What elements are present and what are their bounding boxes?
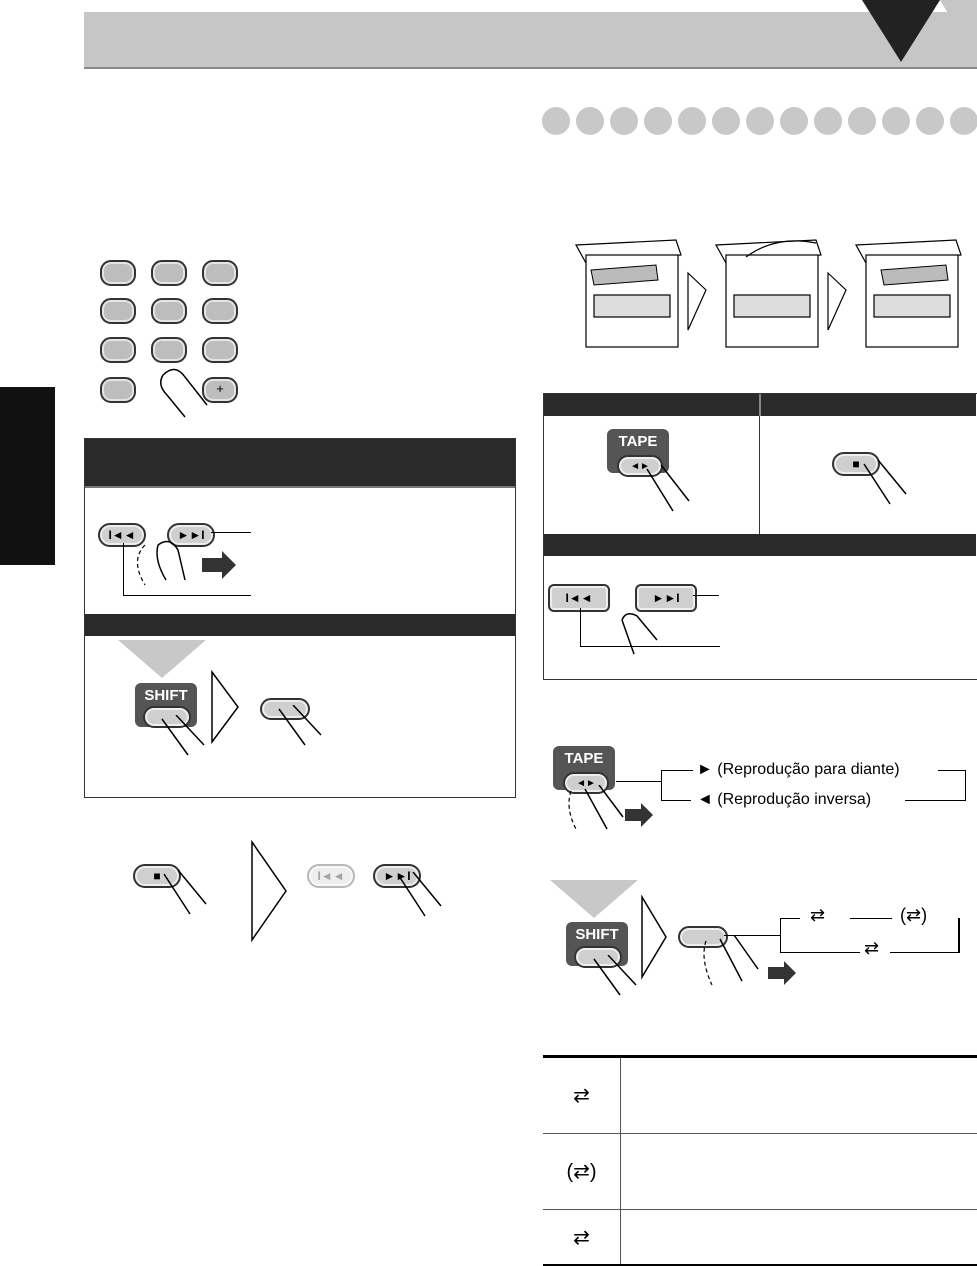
key-4-button[interactable]	[100, 298, 136, 324]
press-finger-icon-3	[700, 935, 810, 990]
table-row	[543, 1057, 977, 1134]
tape-ffwd-button[interactable]: ►►I	[635, 584, 697, 612]
reverse-play-label: ◄ (Reprodução inversa)	[697, 791, 871, 809]
key-8-button[interactable]	[151, 337, 187, 363]
table-row	[543, 1210, 977, 1266]
finger-icon-6	[643, 465, 693, 515]
tape-direction-button[interactable]: ◄►	[563, 772, 609, 794]
shift-label-2: SHIFT	[566, 926, 628, 943]
repeat-one-side-cell	[543, 1057, 621, 1134]
repeat-one-side-table-icon: ⇄	[573, 1085, 590, 1107]
down-arrow-icon-2	[550, 880, 640, 920]
prev-track-button-dim[interactable]: I◄◄	[307, 864, 355, 888]
finger-icon-2	[158, 715, 208, 760]
tape-skip-title-bar	[544, 534, 976, 556]
header-divider	[84, 67, 977, 69]
key-3-button[interactable]	[202, 260, 238, 286]
step-arrow-icon-2	[250, 840, 290, 944]
tape-stop-button[interactable]: ■	[832, 452, 880, 476]
key-1-button[interactable]	[100, 260, 136, 286]
key-5-button[interactable]	[151, 298, 187, 324]
numeric-keypad	[100, 260, 240, 410]
repeat-one-side-desc	[621, 1057, 977, 1134]
no-repeat-table-icon: ⇄	[573, 1227, 590, 1249]
repeat-both-sides-desc	[621, 1134, 977, 1210]
key-6-button[interactable]	[202, 298, 238, 324]
step-arrow-icon	[210, 670, 240, 745]
repeat-modes-table	[543, 1055, 977, 1266]
no-repeat-desc	[621, 1210, 977, 1266]
repeat-one-side-icon: ⇄	[810, 905, 825, 926]
repeat-both-sides-icon: (⇄)	[900, 905, 927, 926]
cassette-loading-illustration	[566, 235, 966, 350]
finger-icon-4	[160, 870, 210, 918]
forward-play-label: ► (Reprodução para diante)	[697, 761, 900, 779]
table-row	[543, 1134, 977, 1210]
shift-title-bar	[85, 614, 515, 636]
header-triangle-icon	[850, 0, 977, 68]
key-2-button[interactable]	[151, 260, 187, 286]
repeat-both-sides-cell	[543, 1134, 621, 1210]
finger-icon-3	[275, 705, 325, 750]
down-arrow-icon	[118, 640, 208, 680]
tape-label: TAPE	[607, 433, 669, 450]
shift-label: SHIFT	[135, 687, 197, 704]
stop-button[interactable]: ■	[133, 864, 181, 888]
step-arrow-icon-3	[640, 895, 670, 981]
finger-icon-8	[612, 610, 662, 658]
finger-icon	[155, 365, 215, 425]
press-finger-icon	[130, 540, 240, 590]
finger-icon-9	[590, 955, 640, 1000]
key-9-button[interactable]	[202, 337, 238, 363]
next-track-button-2[interactable]: ►►I	[373, 864, 421, 888]
language-side-tab	[0, 387, 55, 565]
finger-icon-5	[395, 872, 445, 920]
track-skip-title-bar	[85, 439, 515, 486]
no-repeat-cell	[543, 1210, 621, 1266]
key-plus-button[interactable]: +	[202, 377, 238, 403]
repeat-both-sides-table-icon: (⇄)	[566, 1161, 596, 1183]
key-10-button[interactable]	[100, 377, 136, 403]
tape-rewind-button[interactable]: I◄◄	[548, 584, 610, 612]
prev-track-button[interactable]: I◄◄	[98, 523, 146, 547]
section-dots-divider	[541, 106, 977, 138]
tape-label-2: TAPE	[553, 750, 615, 767]
finger-icon-7	[860, 460, 910, 508]
no-repeat-icon: ⇄	[864, 938, 879, 959]
next-track-button[interactable]: ►►I	[167, 523, 215, 547]
key-7-button[interactable]	[100, 337, 136, 363]
press-finger-icon-2	[565, 785, 665, 835]
page-header-bar	[84, 12, 977, 68]
tape-play-button[interactable]: ◄►	[617, 455, 663, 477]
